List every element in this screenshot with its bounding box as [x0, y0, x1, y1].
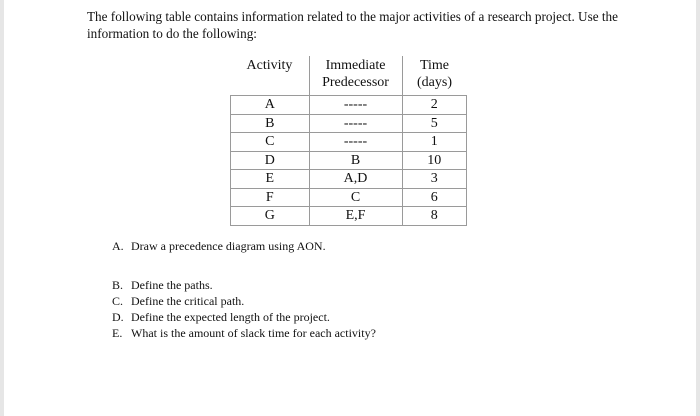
header-activity-label: Activity [246, 58, 293, 73]
header-predecessor [309, 56, 402, 96]
table-header-row [231, 56, 467, 96]
cell-predecessor: A,D [309, 170, 402, 189]
cell-activity: C [231, 133, 310, 152]
table-row [231, 133, 467, 152]
cell-time: 1 [402, 133, 467, 152]
cell-activity: B [231, 114, 310, 133]
cell-time: 5 [402, 114, 467, 133]
header-predecessor-line1: Immediate [325, 58, 386, 73]
question-letter: A. [112, 239, 124, 253]
cell-time: 8 [402, 207, 467, 226]
cell-activity: D [231, 151, 310, 170]
activity-table [230, 56, 467, 226]
question-text: Define the expected length of the project. [131, 310, 330, 324]
table-row [231, 170, 467, 189]
question-list-part-b [112, 277, 376, 341]
question-list-part-a [112, 238, 326, 254]
header-activity [231, 56, 310, 96]
cell-predecessor: E,F [309, 207, 402, 226]
header-time-line1: Time [419, 58, 450, 73]
cell-predecessor: C [309, 188, 402, 207]
table-row [231, 151, 467, 170]
question-letter: C. [112, 294, 124, 308]
header-time [402, 56, 467, 96]
cell-activity: F [231, 188, 310, 207]
table-row [231, 188, 467, 207]
question-item [112, 238, 326, 254]
cell-predecessor: ----- [309, 133, 402, 152]
cell-activity: E [231, 170, 310, 189]
header-predecessor-line2: Predecessor [322, 75, 389, 90]
question-item [112, 293, 376, 309]
question-text: Define the critical path. [131, 294, 245, 308]
cell-activity: A [231, 96, 310, 115]
cell-predecessor: B [309, 151, 402, 170]
cell-time: 3 [402, 170, 467, 189]
question-text: Define the paths. [131, 278, 213, 292]
question-text: What is the amount of slack time for each activity? [131, 326, 376, 340]
cell-activity: G [231, 207, 310, 226]
header-time-line2: (days) [417, 75, 452, 90]
cell-predecessor: ----- [309, 96, 402, 115]
question-item [112, 325, 376, 341]
cell-time: 6 [402, 188, 467, 207]
question-item [112, 277, 376, 293]
question-letter: E. [112, 326, 123, 340]
cell-time: 2 [402, 96, 467, 115]
question-letter: B. [112, 278, 124, 292]
question-item [112, 309, 376, 325]
question-letter: D. [112, 310, 124, 324]
intro-text: The following table contains information related to the major activities of a research project. Use the information to do the following: [87, 9, 618, 41]
table-row [231, 114, 467, 133]
table-row [231, 96, 467, 115]
cell-time: 10 [402, 151, 467, 170]
cell-predecessor: ----- [309, 114, 402, 133]
table-row [231, 207, 467, 226]
question-text: Draw a precedence diagram using AON. [131, 239, 326, 253]
